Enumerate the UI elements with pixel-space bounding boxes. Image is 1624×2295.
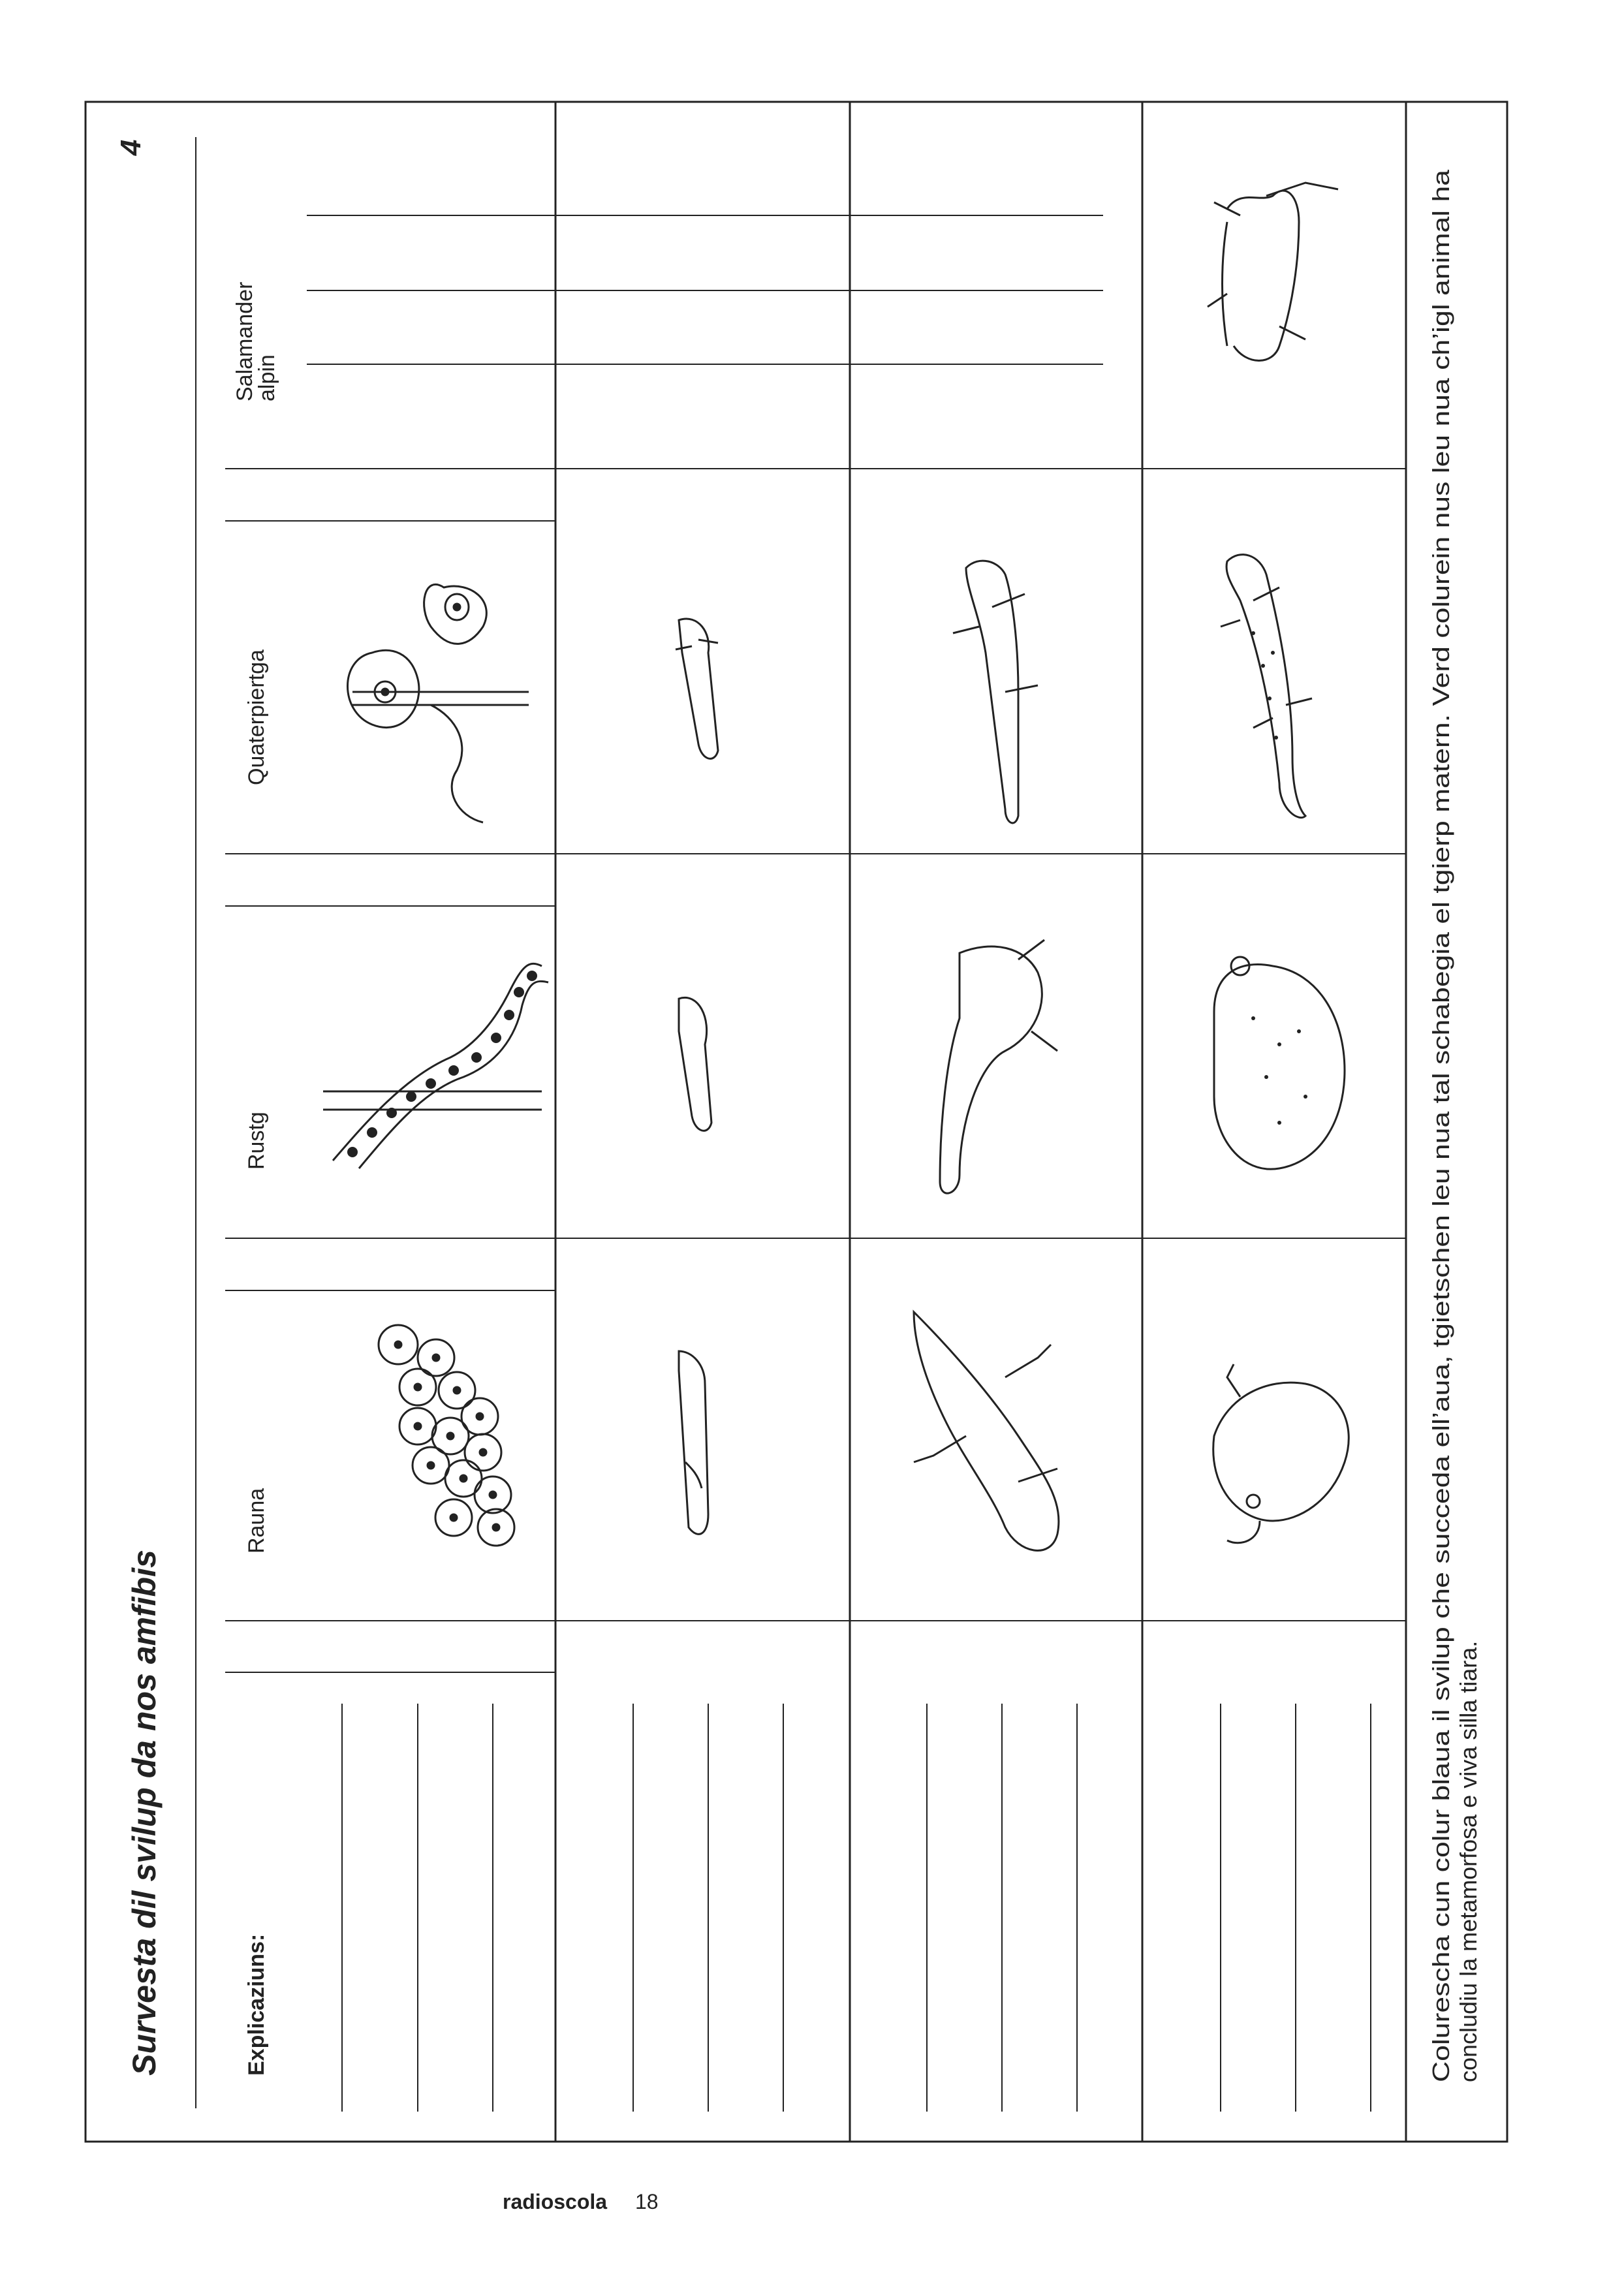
toad-spawn-illustration [323, 963, 548, 1168]
newt-eggs-illustration [348, 584, 529, 822]
toad-adult-illustration [1214, 957, 1345, 1169]
species-name: Salamander [232, 281, 257, 401]
newt-juvenile-illustration [953, 561, 1038, 823]
alpine-salamander-illustration [1208, 183, 1338, 361]
toad-tadpole-illustration [679, 997, 711, 1131]
frog-spawn-illustration [379, 1325, 514, 1546]
worksheet-number [115, 140, 147, 156]
species-label-quaterpiertga [244, 649, 269, 785]
instructions-line-1 [1428, 169, 1454, 2082]
species-label-salamander-line2 [255, 354, 279, 401]
newt-larva-illustration [676, 619, 718, 758]
species-label-rauna [244, 1488, 269, 1553]
species-name-line2: alpin [255, 354, 279, 401]
instructions-text-1: Colurescha cun colur blaua il svilup che succeda ell’aua, tgietschen leu nua tal schabegia el tgierp matern. Verd colurein nus leu nua ch’igl animal ha [1428, 535, 1454, 2082]
row-separators [225, 444, 1406, 1672]
page-number: 18 [634, 2190, 659, 2213]
frog-froglet-illustration [914, 1312, 1059, 1550]
footer-brand: radioscola [503, 2190, 608, 2213]
worksheet-title-text: Survesta dil svilup da nos amfibis [126, 1550, 163, 2076]
species-name: Quaterpiertga [244, 649, 269, 785]
instructions-text-2: concludiu la metamorfosa e viva silla tiara. [1455, 1640, 1482, 2082]
instructions-line-2 [1455, 1641, 1482, 2082]
newt-adult-illustration [1221, 555, 1312, 818]
worksheet-frame [86, 102, 1507, 2142]
toad-froglet-illustration [940, 940, 1057, 1193]
explanations-label [244, 1934, 269, 2076]
species-name: Rustg [244, 1112, 269, 1170]
explanations-label-text: Explicaziuns: [244, 1933, 269, 2076]
explanation-writing-lines [342, 1704, 1371, 2112]
frog-tadpole-illustration [679, 1351, 708, 1534]
species-label-salamander [232, 282, 257, 401]
frog-adult-illustration [1213, 1364, 1349, 1543]
species-name: Rauna [244, 1488, 269, 1553]
worksheet-number-text: 4 [115, 139, 147, 156]
page-footer [503, 2190, 659, 2214]
salamander-writing-lines [307, 215, 1103, 364]
species-label-rustg [244, 1112, 269, 1170]
worksheet-title [126, 1550, 163, 2076]
